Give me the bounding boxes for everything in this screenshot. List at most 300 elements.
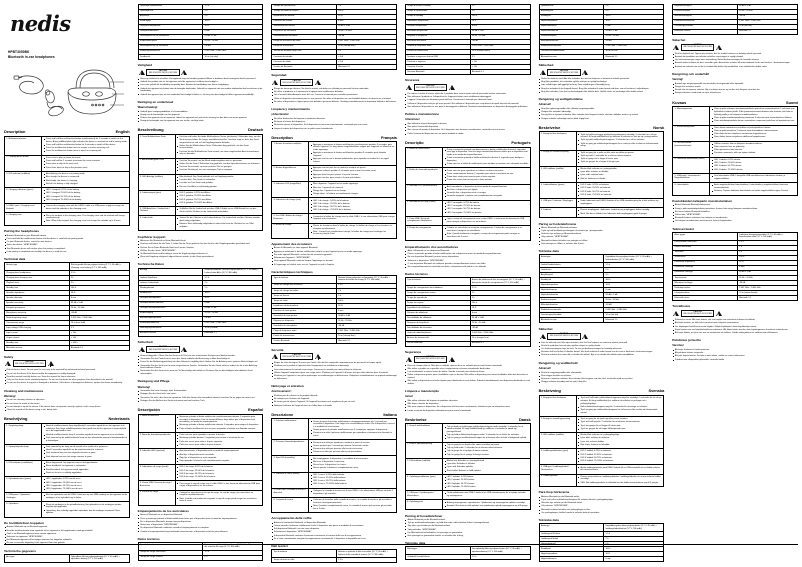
- table-row: Corriente de entrada < 1 A: [272, 54, 397, 59]
- desc-item: Appuyez deux fois pour passer à la piste suivante.: [311, 174, 395, 177]
- desc-item: LED 1 geladen: 0-25% des Akkus.: [177, 192, 261, 195]
- desc-item: Aseta nappikuulokkeet latauskoteloon. Latauskotelo ja nappikuulokkeet latautuvat samanaikaisesti.: [712, 184, 796, 189]
- table-row: Tensione in ingresso ricarica USB 5 V: [405, 54, 530, 59]
- desc-body: [175, 432, 263, 448]
- table-row: [405, 200, 530, 216]
- cleaning-title-de: Reinigung und Pflege: [137, 379, 170, 384]
- list-item: Probeer het apparaat niet te repareren. Indien het apparaat niet juist werkt, vervang het dan door een nieuw apparaat.: [138, 117, 264, 120]
- list-item: Su dispositivo Bluetooth confirmará cuando el emparejamiento se complete.: [138, 527, 264, 530]
- table-row: Lautsprecherdurchmesser 6 mm: [138, 301, 263, 306]
- desc-item: Tryk tre gange for at springe til forrige nummer.: [444, 454, 528, 457]
- table-row: Högtalardiameter 6 mm: [539, 557, 664, 562]
- table-row: Temps de charge des écouteurs 1.5 h: [272, 283, 397, 288]
- desc-item: Tryck en gång på multifunktionsknappen för att besvara eller avsluta ett inkommande samtal.: [578, 409, 662, 414]
- table-row: Radiofrekvensområde 2.402 GHz - 2.480 GHz: [673, 19, 798, 24]
- table-row: Kaiuttimen herkkyys 93 dB ± 3 dB: [673, 270, 798, 275]
- desc-index: 4. Charging indicators (green): [5, 188, 42, 204]
- cleaning-list-fr: [271, 395, 397, 407]
- table-row: Standby time < 100 h: [5, 341, 130, 346]
- tech-title-da: Tekniske data: [404, 541, 426, 546]
- table-row: [539, 474, 664, 486]
- table-row: [405, 424, 530, 442]
- table-row: Input voltage USB charging 5 V: [5, 326, 130, 331]
- section-language: Svenska: [648, 388, 665, 394]
- list-item: Non utilizzare il dispositivo se una parte è danneggiata o difettosa. Sostituire immediatamente un dispositivo danneggiato o difettoso.: [405, 106, 531, 109]
- section-heading-sv: [539, 388, 665, 393]
- desc-item: Mantenga pulsado durante 2 segundos para activar el asistente de voz.: [177, 437, 261, 440]
- list-item: Activate Bluetooth on your Bluetooth device.: [4, 235, 130, 238]
- desc-item: Blauw brandend: het apparaat is verbonden.: [43, 465, 127, 468]
- table-row: Mikrofonempfindlichkeit -38 dB: [138, 316, 263, 321]
- pairing-title-de: Kopfhörer koppeln: [137, 234, 166, 239]
- cleaning-title-nl: Reiniging en onderhoud: [137, 99, 174, 104]
- desc-item: Place the earbuds in the charging case. The charging case and the earbuds will charge simultaneously.: [43, 215, 127, 220]
- description-table-sv: [539, 395, 665, 487]
- tech-title-fi: Tekniset tiedot: [672, 226, 694, 231]
- desc-item: Druk eenmaal op de knop om de muziek af te spelen of te pauzeren.: [43, 446, 127, 449]
- table-row: [673, 141, 798, 157]
- list-item: Verwenden Sie das Gerät nicht, wenn ein Teil beschädigt oder defekt ist. Ersetzen Sie ein beschädigtes oder defektes Gerät unverzüglich.: [138, 370, 264, 375]
- desc-item: Appuyez trois fois pour revenir à la piste précédente.: [311, 177, 395, 180]
- pairing-list-nl: [4, 526, 130, 545]
- list-item: Brug ikke enheden, hvis den har beskadigede eller defekte dele. Udskift straks en beskadiget eller defekt enhed.: [539, 91, 665, 94]
- pairing-list-fi: [672, 204, 798, 223]
- table-row: Afspilningstid 5 h: [539, 9, 664, 14]
- desc-body: [443, 442, 531, 458]
- table-row: Frequenzgang 20 Hz - 20 kHz: [138, 311, 263, 316]
- desc-index: 2. Pulsante chiamata/riproduzione: [272, 440, 309, 456]
- desc-item: Pulse una vez para reproducir o pausar la música.: [177, 434, 261, 437]
- list-item: Les bruksanvisningen nøye før bruk. Ta vare på bruksanvisningen for fremtidig referanse.: [539, 348, 665, 351]
- list-item: Het Bluetooth-apparaat zal bevestigen wanneer het koppelen voltooid is.: [4, 539, 130, 542]
- section-title: Beschreibung: [137, 127, 164, 133]
- desc-item: Merk: Når det er fulladet, kan ladeetuiet lade ørepluggene opptil 4 ganger.: [578, 213, 662, 216]
- list-item: Activeer Bluetooth op uw Bluetooth-apparaat.: [4, 526, 130, 529]
- desc-body: [175, 216, 263, 231]
- section-heading-nl: [4, 416, 130, 421]
- desc-index: 5. USB-port / Opladningsetui / Øretelefoner: [405, 491, 442, 500]
- tech-title-en: Technical data: [4, 256, 26, 261]
- desc-item: LED 2 ladet: 25-50% av batteriet.: [578, 187, 662, 190]
- table-row: [138, 158, 263, 174]
- desc-item: Trykk og hold multifunksjonsknappen i 3 sekunder for å slå av enheten.: [578, 139, 662, 142]
- safety-title-de: Sicherheit: [137, 340, 153, 345]
- electric-shock-warning-icon: [272, 354, 278, 359]
- table-row: Høyttalerdiameter 6 mm: [539, 288, 664, 293]
- desc-item: Mantenga pulsado el botón multifunción durante 3 segundos para apagar el dispositivo.: [177, 424, 261, 427]
- table-row: Bluetooth-Version Bluetooth 5.1: [138, 331, 263, 336]
- desc-index: 2. Knapp för samtal/uppspelning: [539, 416, 576, 432]
- desc-body: [175, 449, 263, 465]
- list-item: Non utilizzare il prodotto se il dispositivo e/o l'apparecchiatura sono visibilmente danneggiati.: [405, 96, 531, 99]
- desc-item: Connectez le boîtier de charge avec le câble USB-C à une alimentation USB pour charger l'appareil et les écouteurs.: [311, 216, 395, 221]
- safety-icon-strip-en: [5, 360, 130, 367]
- table-row: Bluetooth-version Bluetooth 5.1: [539, 54, 664, 59]
- desc-item: Premere tre volte per passare alla traccia precedente.: [311, 451, 395, 454]
- desc-item: LED 4 laddad: 75-100% av batteriet.: [578, 460, 662, 463]
- list-item: Hvis paringen er fullført, er enheten klar til bruk.: [539, 243, 665, 246]
- list-item: Prima e mantenha premido o botão multifunções até o dispositivo entrar em modo de emparelhamento.: [405, 253, 531, 256]
- safety-list-nl: [138, 78, 264, 96]
- desc-item: Houd 2 seconden ingedrukt om de spraakassistent te activeren.: [43, 449, 127, 452]
- cleaning-warning-da: Advarsel!: [538, 103, 551, 107]
- safety-list-no: [539, 342, 665, 358]
- desc-item: LED 1 de carga: 0-25% de la batería.: [177, 466, 261, 469]
- desc-item: Trykk én gang på multifunksjonsknappen for å svare på eller avslutte et innkommende anrop.: [578, 143, 662, 148]
- table-row: Høyttalerfølsomhet 93 dB ± 3 dB: [539, 293, 664, 298]
- desc-item: Prima continuamente durante 2 segundos para ativar o assistente de voz.: [444, 173, 528, 176]
- desc-index: 2. Call/play/pause button: [5, 155, 42, 171]
- list-item: Sul dispositivo Bluetooth, cercare nuovi dispositivi.: [271, 528, 397, 531]
- table-row: Respuesta de frecuencia 20 Hz - 20 kHz: [272, 29, 397, 34]
- desc-body: [443, 475, 531, 491]
- table-row: [138, 490, 263, 505]
- table-row: Sensibilidade do microfone -38 dB: [405, 326, 530, 331]
- table-row: Standby time 100 h: [5, 285, 130, 290]
- list-item: Vælg enheden: "HPBT3050BK".: [405, 529, 531, 532]
- table-row: [539, 208, 664, 218]
- list-item: Använd inte enheten om en del är skadad eller defekt. Byt omedelbart ut en skadad eller defekt enhet.: [672, 66, 798, 69]
- desc-item: Tryk på både og hold begge multifunktionsknapper nede samtidig i 5 sekunder for at tænde enheden. Et langt rødt/blåt/hvidt lys indikerer, at enheden er tændt og i parringstilstand.: [444, 426, 528, 434]
- table-row: Portata di trasmissione 10 m (campo libero): [405, 49, 530, 54]
- table-row: [539, 416, 664, 432]
- desc-item: Premere una volta per riprodurre o mettere in pausa la musica.: [311, 442, 395, 445]
- list-item: Lea el manual detenidamente antes del uso. Conserve el manual para consultas posteriores.: [271, 94, 397, 97]
- table-row: Gama de radiofrequências 2.402 GHz - 2.480 GHz: [405, 331, 530, 336]
- desc-item: LED 3 opgeladen: 50-75% van de accu.: [43, 485, 127, 488]
- list-item: Seleccione el dispositivo: "HPBT3050BK".: [138, 524, 264, 527]
- table-row: Gevoeligheid van de luidspreker 93 dB ± 3 dB: [138, 34, 263, 39]
- pairing-title-es: Emparejamiento de los auriculares: [137, 509, 189, 514]
- list-item: Aktivoi Bluetooth Bluetooth-laitteessasi.: [672, 204, 798, 207]
- section-title: Beskrivelse: [404, 416, 427, 422]
- table-row: [272, 182, 397, 198]
- table-row: Sensibilité du haut-parleur 93 dB ± 3 dB: [272, 313, 397, 318]
- table-row: Tempo di standby 100 h: [405, 14, 530, 19]
- table-row: Risposta in frequenza 20 Hz - 20 kHz: [405, 34, 530, 39]
- desc-item: Setzen Sie die Ohrhörer in die Ladeschale ein. Die Ladeschale und die Ohrhörer werden gleichzeitig aufgeladen.: [177, 217, 261, 222]
- desc-item: Press the multifunction button once to answer or end an incoming call.: [43, 147, 127, 150]
- desc-item: Koble ladeetuiet med USB-C-kabelen til en USB-strømforsyning for å lade enheten og ørepluggene.: [578, 200, 662, 205]
- desc-item: Rood uit: de accu is volledig opgeladen.: [43, 472, 127, 475]
- list-item: Rengör enhetens utsida med en mjuk, fuktad trasa.: [672, 92, 798, 95]
- desc-index: 6. Custodia di ricarica: [272, 497, 309, 512]
- list-item: No limpie el interior del dispositivo.: [271, 121, 397, 124]
- safety-list-fr: [271, 362, 397, 380]
- cleaning-warning-pt: Aviso!: [404, 395, 414, 399]
- desc-index: 2. Anruf/Wiedergabe-Taste: [138, 158, 175, 174]
- caution-label: CAUTION RISK OF ELECTRIC SHOCK DO NOT OPEN: [414, 84, 447, 91]
- table-row: Standbytid 100 h: [539, 14, 664, 19]
- list-item: Wählen Sie das Gerät: "HPBT3050BK".: [138, 250, 264, 253]
- desc-index: 4. Oplaadindicators (groen): [5, 477, 42, 493]
- desc-item: Leuchtet blau: Das Gerät ist verbunden.: [177, 179, 261, 182]
- list-item: Riesgo de descarga eléctrica. No abra la unidad, solo debe ser utilizada por personal técnico autorizado.: [271, 88, 397, 91]
- desc-body: [710, 183, 798, 195]
- desc-item: LED 3 geladen: 50-75% des Akkus.: [177, 199, 261, 202]
- table-row: Lautsprecherimpedanz 16 Ω: [138, 296, 263, 301]
- list-item: Risk of electric shock. Do not open the unit, only to be operated by authorized technical personnel.: [4, 369, 130, 372]
- list-item: No utilice el producto si el aparato y/o el equipo están visiblemente dañados.: [271, 91, 397, 94]
- desc-index: 5. Port USB / Boîtier de charge / Écouteurs: [272, 214, 309, 223]
- desc-body: [175, 481, 263, 490]
- table-row: Mikrofonin herkkyys -38 dB: [673, 280, 798, 285]
- desc-item: LED 4 carregado: 75-100% da bateria.: [444, 212, 528, 215]
- desc-item: Halten Sie die Multifunktions-Taste 3 Sekunden lang gedrückt, um das Gerät auszuschalten.: [177, 145, 261, 150]
- electric-shock-warning-icon: [406, 357, 412, 362]
- table-row: Output current < 1 A: [5, 336, 130, 341]
- desc-item: Tenere premuto per 2 secondi per attivare l'assistente vocale.: [311, 445, 395, 448]
- description-table-nl: [4, 423, 130, 518]
- section-heading-no: [539, 125, 665, 130]
- cleaning-list-it: [405, 123, 531, 135]
- tech-title-pt: Dados técnicos: [404, 272, 428, 277]
- desc-item: LED 3 opladet: 50-75% batteri.: [444, 483, 528, 486]
- general-warning-icon: [315, 80, 321, 85]
- desc-item: LED 3 charged: 50-75% of the battery.: [43, 196, 127, 199]
- desc-item: Anbring ørepropperne i opladeetuiet. Opladeetuiet og ørepropperne oplades samtidigt.: [444, 502, 528, 505]
- table-row: Sensibilità altoparlante 93 dB ± 3 dB: [405, 29, 530, 34]
- desc-item: Lyser rött: enheten laddas.: [578, 441, 662, 444]
- desc-item: LED 4 ladattu: 75-100% akusta.: [712, 169, 796, 172]
- table-row: Tiempo en modo de espera 100 h: [272, 9, 397, 14]
- desc-item: Blue steady: the device is connected.: [43, 176, 127, 179]
- safety-title-fr: Sécurité: [271, 347, 284, 352]
- table-row: Battery type Rechargeable lithium polymer battery (3.7 V, 40 mAh) + Charging case battery (3.7 V, 300 mAh): [5, 263, 130, 271]
- table-row: Speaker impedance 16 Ω: [5, 291, 130, 296]
- table-row: Corrente in ingresso < 1 A: [405, 59, 530, 64]
- list-item: No utilice disolventes de limpieza ni productos abrasivos.: [271, 118, 397, 121]
- desc-body: [443, 226, 531, 241]
- list-item: Søk etter nye enheter på Bluetooth-enheten.: [539, 233, 665, 236]
- table-row: Tipo de batería Batería recargable de litio polímero (3.7 V, 40 mAh) + batería del estuche de carga (3.7 V, 300 mAh): [138, 543, 263, 551]
- safety-icon-strip-es: [272, 79, 397, 86]
- list-item: Rengjør enheten utvendig med en myk, fuktig klut.: [539, 381, 665, 384]
- desc-index: 1. Taste Multifunktions-Taste: [138, 135, 175, 159]
- table-row: [272, 497, 397, 512]
- cleaning-title-es: Limpieza y mantenimiento: [271, 107, 310, 112]
- table-row: Opladetid hovedtelefoner 1.5 h: [405, 555, 530, 560]
- list-item: Aktivieren Sie Bluetooth an Ihrem Bluetooth-Gerät.: [138, 240, 264, 243]
- list-item: Cuando el emparejamiento haya finalizado correctamente, el dispositivo está listo para utilizarse.: [138, 531, 264, 534]
- caution-label: CAUTION RISK OF ELECTRIC SHOCK DO NOT OPEN: [681, 44, 714, 51]
- desc-item: Bemærk: Når etuiet er fuldt opladet, kan opladeetuiet oplade ørepropperne op til 4 gange.: [444, 505, 528, 508]
- table-row: Standbytid 100 h: [539, 547, 664, 552]
- table-row: [5, 477, 130, 493]
- pairing-list-sv: [539, 496, 665, 515]
- table-row: Överföringsräckvidd 10 m (fritt fält): [673, 24, 798, 29]
- electric-shock-warning-icon: [406, 85, 412, 90]
- table-row: Temps de veille 100 h: [272, 298, 397, 303]
- list-item: Do not clean the inside of the device.: [4, 403, 130, 406]
- cleaning-warning-nl: Waarschuwing!: [137, 106, 158, 109]
- list-item: Rengør enheden udvendigt med en blød, fugtig klud.: [539, 118, 665, 121]
- table-row: Mikrofonfølsomhed -38 dB: [539, 39, 664, 44]
- list-item: Bluetooth-laitteesi vahvistaa, kun laitepari on muodostettu.: [672, 217, 798, 220]
- desc-index: 3. LED-Anzeige (rot/blau): [138, 174, 175, 190]
- desc-index: 3. LED-indikator (röd/blå): [539, 433, 576, 449]
- list-item: Gebruik het product niet als het apparaat en/of de apparatuur zichtbaar beschadigd is.: [138, 81, 264, 84]
- desc-body: [443, 216, 531, 225]
- desc-body: [309, 142, 397, 166]
- desc-item: Tryck och håll båda multifunktionsknapparna intryckta samtidigt i 5 sekunder för att slå på enheten. Ett långt rött/blått/vitt ljus indikerar att enheten är påslagen och i parkopplingsläge.: [578, 397, 662, 405]
- cleaning-title-no: Rengjøring og vedlikehold: [538, 360, 578, 365]
- list-item: Zoek in uw Bluetooth-apparaat naar nieuwe apparaten.: [4, 533, 130, 536]
- desc-body: [309, 214, 397, 223]
- section-heading-fr: [271, 135, 397, 140]
- safety-list-en: [4, 369, 130, 385]
- table-row: [405, 216, 530, 225]
- desc-item: Vermelho fixo: o dispositivo está a carregar.: [444, 192, 528, 195]
- table-row: Stand-bytijd 100 h: [138, 19, 263, 24]
- electric-shock-warning-icon: [673, 45, 679, 50]
- desc-body: [576, 208, 664, 218]
- table-row: [539, 433, 664, 449]
- section-title: Descrizione: [271, 411, 294, 417]
- table-row: Speaker diameter 6 mm: [5, 296, 130, 301]
- tech-title-no: Tekniske data: [538, 249, 559, 254]
- desc-body: [443, 184, 531, 200]
- table-row: [5, 171, 130, 187]
- section-fi: [672, 100, 798, 362]
- desc-item: Lyser blått: enheten er tilkoblet.: [578, 171, 662, 174]
- desc-item: Blinker blått: enheten er i paringsmodus.: [578, 168, 662, 171]
- list-item: Ikke prøv å reparere enheten. Hvis enheten ikke fungerer som den skal, erstatt den med en ny enhet.: [539, 378, 665, 381]
- desc-item: LED 4 charged: 75-100% of the battery.: [43, 199, 127, 202]
- desc-item: Anslut laddningsfodralet med USB-C-kabeln till en USB-strömkälla för att ladda enheten och öronsnäckorna.: [578, 467, 662, 472]
- table-row: Afspeeltijd 5 h: [138, 14, 263, 19]
- general-warning-icon: [716, 311, 722, 316]
- list-item: Si l'appairage est réalisé avec succès, l'appareil est prêt à l'emploi.: [271, 264, 397, 267]
- section-language: Norsk: [653, 124, 665, 130]
- table-row: Radio frequency range 2.402 GHz - 2.480 GHz: [5, 316, 130, 321]
- desc-item: LED 3 de carga: 50-75% de la batería.: [177, 473, 261, 476]
- desc-item: LED 2 opladet: 25-50% batteri.: [444, 479, 528, 482]
- tech-table-de: [138, 268, 264, 337]
- desc-item: Pulse dos veces para saltar a la pista siguiente.: [177, 441, 261, 444]
- section-language: Nederlands: [108, 416, 130, 422]
- desc-item: Trykk tre ganger for å hoppe til forrige spor.: [578, 161, 662, 164]
- section-heading-es: [138, 407, 264, 412]
- desc-index: 4. Ladeanzeigen (grün): [138, 190, 175, 206]
- desc-item: Tenere premuto il pulsante multifunzione per 3 secondi per spegnere il dispositivo.: [311, 429, 395, 432]
- desc-item: Paina ja pidä molempia monitoimipainikkeita painettuna samanaikaisesti 5 sekunnin ajan kytkeäksesi laitteen päälle. Pitkä punainen/sininen/valkoinen valo ilmaisee, että laite on kytketty päälle ja on laiteparin muodostustilassa.: [712, 108, 796, 116]
- desc-item: Pulse tres veces para saltar a la pista anterior.: [177, 444, 261, 447]
- desc-item: LED 1 de charge : 0-25% de la batterie.: [311, 200, 395, 203]
- desc-item: Vermelho apagado: a bateria está completamente carregada.: [444, 195, 528, 198]
- desc-item: Blinker blåt: Enheden er i parringstilstand.: [444, 460, 528, 463]
- desc-body: [576, 433, 664, 449]
- table-row: [272, 472, 397, 488]
- desc-item: Press and hold the multifunction button simultaneously for 5 seconds to switch on the device. A long red/blue/white light indicates the device is switched on and in pairing mode.: [43, 138, 127, 143]
- table-row: Toistoaika 5 h: [673, 250, 798, 255]
- desc-item: Rött släckt: batteriet är fulladdat.: [578, 444, 662, 447]
- section-language: Português: [511, 139, 531, 145]
- tech-title-es: Datos técnicos: [137, 536, 160, 541]
- desc-item: Blauw knipperend: het apparaat staat in de koppelmodus.: [43, 462, 127, 465]
- table-row: Luidsprekerimpedantie 16 Ω: [138, 24, 263, 29]
- table-row: Tiempo de carga estuche 2 h: [138, 555, 263, 560]
- table-row: [138, 432, 263, 448]
- list-item: Não limpe o interior do dispositivo.: [405, 403, 531, 406]
- desc-index: 3. Indicateur LED (rouge/bleu): [272, 182, 309, 198]
- manual-columns: [4, 4, 798, 563]
- table-row: [138, 414, 263, 432]
- table-row: Bluetooth-version Bluetooth 5.1: [673, 29, 798, 34]
- list-item: Risco de choque elétrico. Não abra a unidade, apenas deve ser utilizada por pessoal técnico autorizado.: [405, 365, 531, 368]
- table-row: [673, 173, 798, 182]
- table-row: Mikrofonfølsomhet -38 dB: [539, 303, 664, 308]
- table-row: [405, 500, 530, 510]
- table-row: [138, 207, 263, 216]
- list-item: Paina ja pidä monitoimipainiketta painettuna, kunnes laite siirtyy laiteparin muodostustilaan.: [672, 208, 798, 211]
- desc-item: Azul fixo: o dispositivo está ligado.: [444, 189, 528, 192]
- desc-item: Red off: the battery is fully charged.: [43, 183, 127, 186]
- desc-index: 6. Charging case: [5, 213, 42, 225]
- table-row: Tiempo de reproducción 5 h: [272, 4, 397, 9]
- cleaning-title-fr: Nettoyage et entretien: [271, 384, 304, 389]
- table-row: [272, 198, 397, 214]
- pairing-title-no: Paring av hodetelefonene: [538, 221, 577, 226]
- pairing-list-no: [539, 227, 665, 246]
- desc-item: Tilslut opladeetuiet med USB-C-kablet til en USB-strømforsyning for at oplade enheden og ørepropperne.: [444, 492, 528, 497]
- table-row: [405, 226, 530, 241]
- table-row: Bluetooth-versio Bluetooth 5.1: [673, 295, 798, 300]
- table-row: Tipo de bateria Bateria de polímero de lítio recarregável (3.7 V, 40 mAh) + bateria do estojo de carregamento (3.7 V, 300 mAh): [405, 278, 530, 286]
- desc-item: Drücken Sie die Multifunktions-Taste einmal, um einen eingehenden Anruf anzunehmen oder zu beenden.: [177, 151, 261, 156]
- table-row: Kaiuttimen impedanssi 16 Ω: [673, 260, 798, 265]
- desc-item: LED 1 carica: 0-25% della batteria.: [311, 474, 395, 477]
- desc-item: Halten Sie die Taste 2 Sekunden lang gedrückt, um den Sprachassistenten zu aktivieren.: [177, 163, 261, 166]
- list-item: Bluetooth-enheten bekrefter når paringen er fullført.: [539, 240, 665, 243]
- desc-item: Connect the charging case with the USB-C cable to a USB power supply to charge the device and the earbuds in the charging case.: [43, 205, 127, 210]
- desc-item: LED 4 carica: 75-100% della batteria.: [311, 483, 395, 486]
- desc-body: [443, 491, 531, 500]
- list-item: Limpie el exterior del dispositivo con un paño suave humedecido.: [271, 128, 397, 131]
- list-item: Älä käytä tuotetta, jos laite ja/tai varusteet ovat näkyvästi vaurioituneet.: [672, 322, 798, 325]
- list-item: Använd endast enheten för dess avsedda syfte. Använd inte enheten till andra ändamål än de som beskrivs i bruksanvisningen.: [672, 62, 798, 65]
- description-table-de: [138, 134, 264, 231]
- safety-list-sv: [672, 53, 798, 69]
- product-name: Bluetooth in-ear headphones: [8, 55, 55, 60]
- desc-index: 1. Botón multifunción: [138, 414, 175, 432]
- desc-item: LED 1 charged: 0-25% of the battery.: [43, 189, 127, 192]
- table-row: Oplaadtijd etui 2 h: [138, 9, 263, 14]
- desc-index: 3. Indicador LED (vermelho/azul): [405, 184, 442, 200]
- desc-item: Druk eenmaal op de multifunctionele knop om een inkomende oproep te beantwoorden of te beëindigen.: [43, 437, 127, 442]
- table-row: Gamma di frequenza radio 2.402 GHz - 2.480 GHz: [405, 44, 530, 49]
- desc-item: LED 1 laddad: 0-25% av batteriet.: [578, 450, 662, 453]
- caution-label: CAUTION RISK OF ELECTRIC SHOCK DO NOT OPEN: [13, 360, 46, 367]
- desc-item: Ligue o estojo de carregamento com o cabo USB-C a uma fonte de alimentação USB para carregar o dispositivo e os auriculares.: [444, 218, 528, 223]
- list-item: Älä yritä korjata laitetta. Jos laite ei toimi oikein, vaihda se uuteen laitteeseen.: [672, 355, 798, 358]
- list-item: Verwenden Sie das Produkt nicht, wenn das Gerät und/oder die Ausrüstung sichtbar beschädigt ist.: [138, 358, 264, 361]
- table-row: Tensión de entrada carga USB 5 V: [272, 49, 397, 54]
- section-heading-de: [138, 127, 264, 132]
- table-row: [405, 184, 530, 200]
- desc-item: LED 4 de charge : 75-100% de la batterie.: [311, 209, 395, 212]
- cleaning-warning-sv: Varning!: [672, 78, 684, 82]
- section-title: Description: [4, 129, 26, 135]
- caution-label: CAUTION RISK OF ELECTRIC SHOCK DO NOT OPEN: [414, 356, 447, 363]
- list-item: Do not attempt to repair the device. If the device does not operate correctly, replace it with a new device.: [4, 406, 130, 409]
- desc-item: LED 2 opgeladen: 25-50% van de accu.: [43, 482, 127, 485]
- desc-item: Prima três vezes para recuar para a faixa anterior.: [444, 179, 528, 182]
- list-item: Sök efter nya enheter på din Bluetooth-enhet.: [539, 502, 665, 505]
- description-table-es: [138, 414, 264, 506]
- desc-item: Tryk og hold nede i 2 sekunder for at aktivere taleassistenten.: [444, 447, 528, 450]
- table-row: Diamètre du haut-parleur 6 mm: [272, 308, 397, 313]
